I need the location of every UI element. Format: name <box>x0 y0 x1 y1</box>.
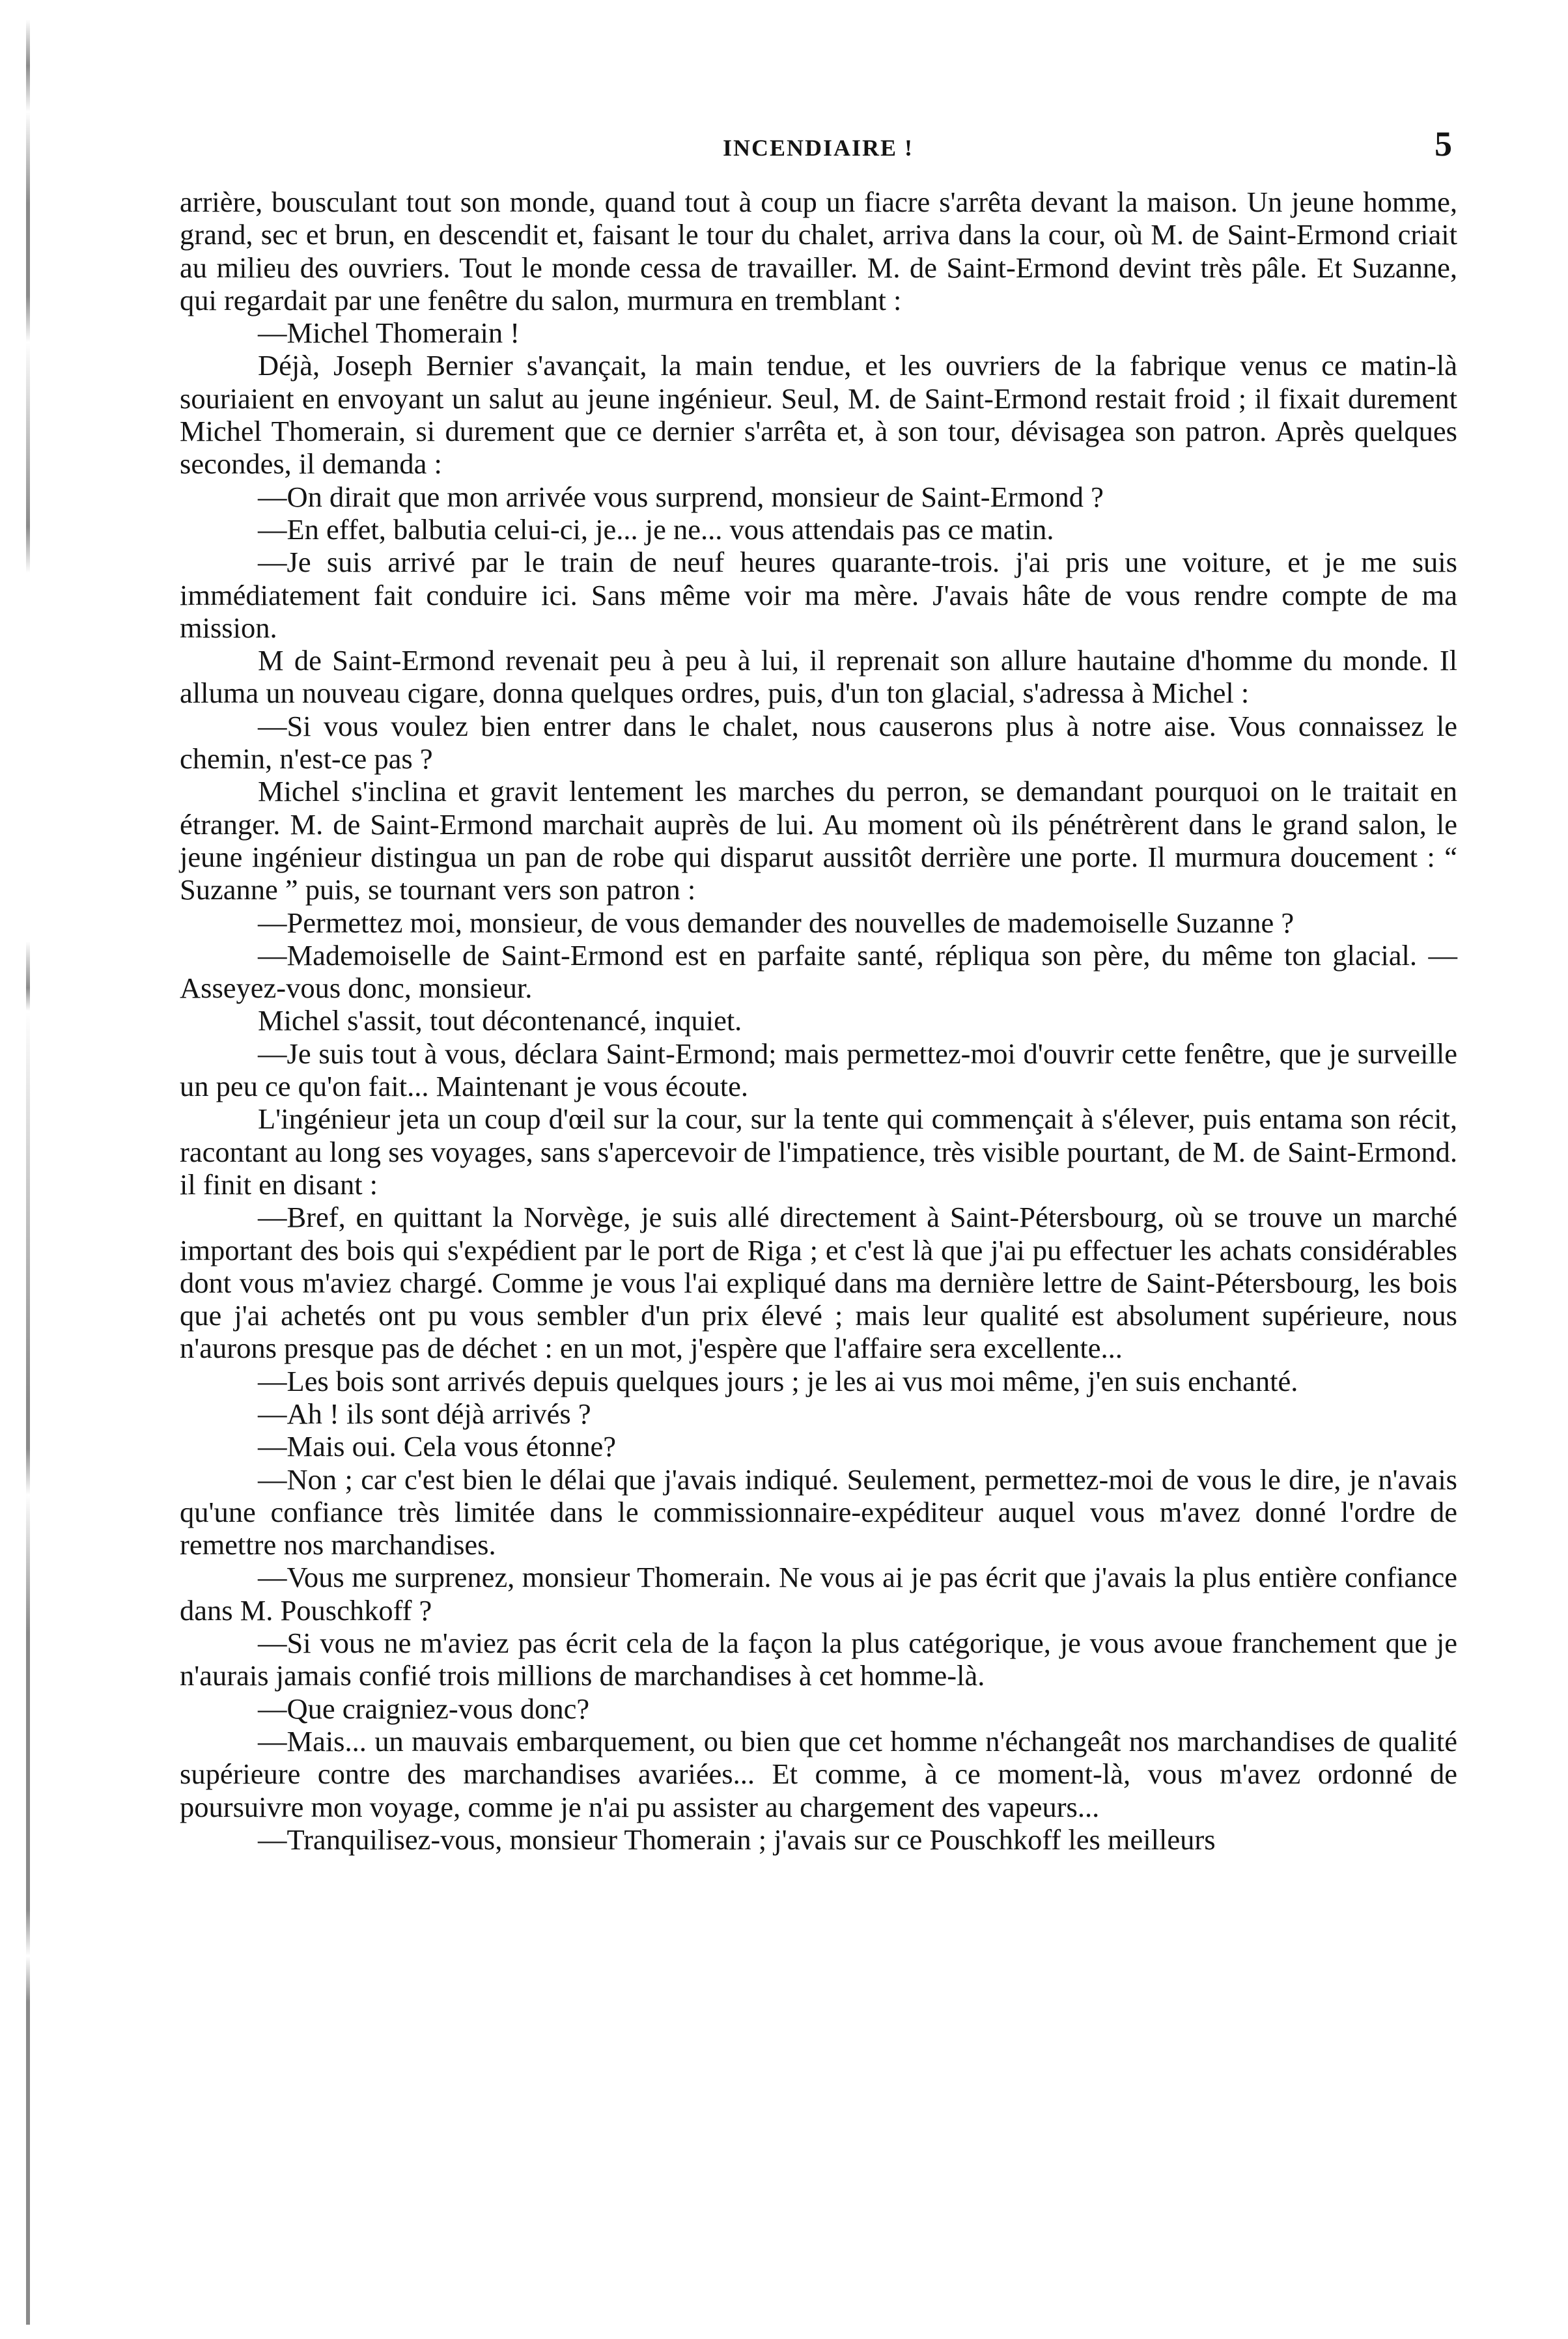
page-number: 5 <box>1435 124 1452 163</box>
paragraph: —En effet, balbutia celui-ci, je... je ne... vous attendais pas ce matin. <box>258 512 1054 546</box>
paragraph: —Non ; car c'est bien le délai que j'avais indiqué. Seulement, permettez-moi de vous le dire, je n'avais qu'une confiance très limitée dans le commissionnaire-expéditeur auquel vous m'avez donné l'ordre de remettre nos marchandises. <box>180 1463 1457 1562</box>
paragraph: Michel s'assit, tout décontenancé, inquiet. <box>258 1004 742 1037</box>
paragraph: —Bref, en quittant la Norvège, je suis allé directement à Saint-Pétersbourg, où se trouve un marché important des bois qui s'expédient par le port de Riga ; et c'est là que j'ai pu effectuer les achats considérables dont vous m'aviez chargé. Comme je vous l'ai expliqué dans ma dernière lettre de Saint-Pétersbourg, les bois que j'ai achetés ont pu vous sembler d'un prix élevé ; mais leur qualité est absolument supérieure, nous n'aurons presque pas de déchet : en un mot, j'espère que l'affaire sera excellente... <box>180 1201 1457 1365</box>
paragraph: —Tranquilisez-vous, monsieur Thomerain ; j'avais sur ce Pouschkoff les meilleurs <box>258 1823 1216 1856</box>
paragraph: —Vous me surprenez, monsieur Thomerain. Ne vous ai je pas écrit que j'avais la plus entière confiance dans M. Pouschkoff ? <box>180 1561 1457 1627</box>
paragraph: —Ah ! ils sont déjà arrivés ? <box>258 1397 591 1430</box>
paragraph: M de Saint-Ermond revenait peu à peu à lui, il reprenait son allure hautaine d'homme du monde. Il alluma un nouveau cigare, donna quelques ordres, puis, d'un ton glacial, s'adressa à Michel : <box>180 644 1457 710</box>
paragraph: —Que craigniez-vous donc? <box>258 1692 590 1725</box>
paragraph: —Michel Thomerain ! <box>258 316 520 350</box>
paragraph: —Mademoiselle de Saint-Ermond est en parfaite santé, répliqua son père, du même ton glacial. — Asseyez-vous donc, monsieur. <box>180 938 1457 1005</box>
paragraph: Déjà, Joseph Bernier s'avançait, la main tendue, et les ouvriers de la fabrique venus ce matin-là souriaient en envoyant un salut au jeune ingénieur. Seul, M. de Saint-Ermond restait froid ; il fixait durement Michel Thomerain, si durement que ce dernier s'arrêta et, à son tour, dévisagea son patron. Après quelques secondes, il demanda : <box>180 349 1457 481</box>
paragraph: —On dirait que mon arrivée vous surprend, monsieur de Saint-Ermond ? <box>258 480 1104 513</box>
scanned-page-edge <box>26 20 30 2325</box>
paragraph: L'ingénieur jeta un coup d'œil sur la cour, sur la tente qui commençait à s'élever, puis entama son récit, racontant au long ses voyages, sans s'apercevoir de l'impatience, très visible pourtant, de M. de Saint-Ermond. il finit en disant : <box>180 1102 1457 1201</box>
paragraph: arrière, bousculant tout son monde, quand tout à coup un fiacre s'arrêta devant la maison. Un jeune homme, grand, sec et brun, en descendit et, faisant le tour du chalet, arriva dans la cour, où M. de Saint-Ermond criait au milieu des ouvriers. Tout le monde cessa de travailler. M. de Saint-Ermond devint très pâle. Et Suzanne, qui regardait par une fenêtre du salon, murmura en tremblant : <box>180 186 1457 316</box>
paragraph: —Permettez moi, monsieur, de vous demander des nouvelles de mademoiselle Suzanne ? <box>258 906 1295 939</box>
body-text <box>180 186 1457 1856</box>
paragraph: —Mais... un mauvais embarquement, ou bien que cet homme n'échangeât nos marchandises de qualité supérieure contre des marchandises avariées... Et comme, à ce moment-là, vous m'avez ordonné de poursuivre mon voyage, comme je n'ai pu assister au chargement des vapeurs... <box>180 1724 1457 1823</box>
paragraph: —Si vous ne m'aviez pas écrit cela de la façon la plus catégorique, je vous avoue franchement que je n'aurais jamais confié trois millions de marchandises à cet homme-là. <box>180 1627 1457 1692</box>
paragraph: Michel s'inclina et gravit lentement les marches du perron, se demandant pourquoi on le traitait en étranger. M. de Saint-Ermond marchait auprès de lui. Au moment où ils pénétrèrent dans le grand salon, le jeune ingénieur distingua un pan de robe qui disparut aussitôt derrière une porte. Il murmura doucement : “ Suzanne ” puis, se tournant vers son patron : <box>180 775 1457 906</box>
paragraph: —Je suis arrivé par le train de neuf heures quarante-trois. j'ai pris une voiture, et je me suis immédiatement fait conduire ici. Sans même voir ma mère. J'avais hâte de vous rendre compte de ma mission. <box>180 546 1457 644</box>
paragraph: —Si vous voulez bien entrer dans le chalet, nous causerons plus à notre aise. Vous connaissez le chemin, n'est-ce pas ? <box>180 709 1457 776</box>
paragraph: —Mais oui. Cela vous étonne? <box>258 1430 616 1463</box>
page-header <box>176 124 1452 169</box>
paragraph: —Les bois sont arrivés depuis quelques jours ; je les ai vus moi même, j'en suis enchanté. <box>258 1364 1298 1397</box>
paragraph: —Je suis tout à vous, déclara Saint-Ermond; mais permettez-moi d'ouvrir cette fenêtre, que je surveille un peu ce qu'on fait... Maintenant je vous écoute. <box>180 1037 1457 1103</box>
running-title: INCENDIAIRE ! <box>723 135 914 161</box>
